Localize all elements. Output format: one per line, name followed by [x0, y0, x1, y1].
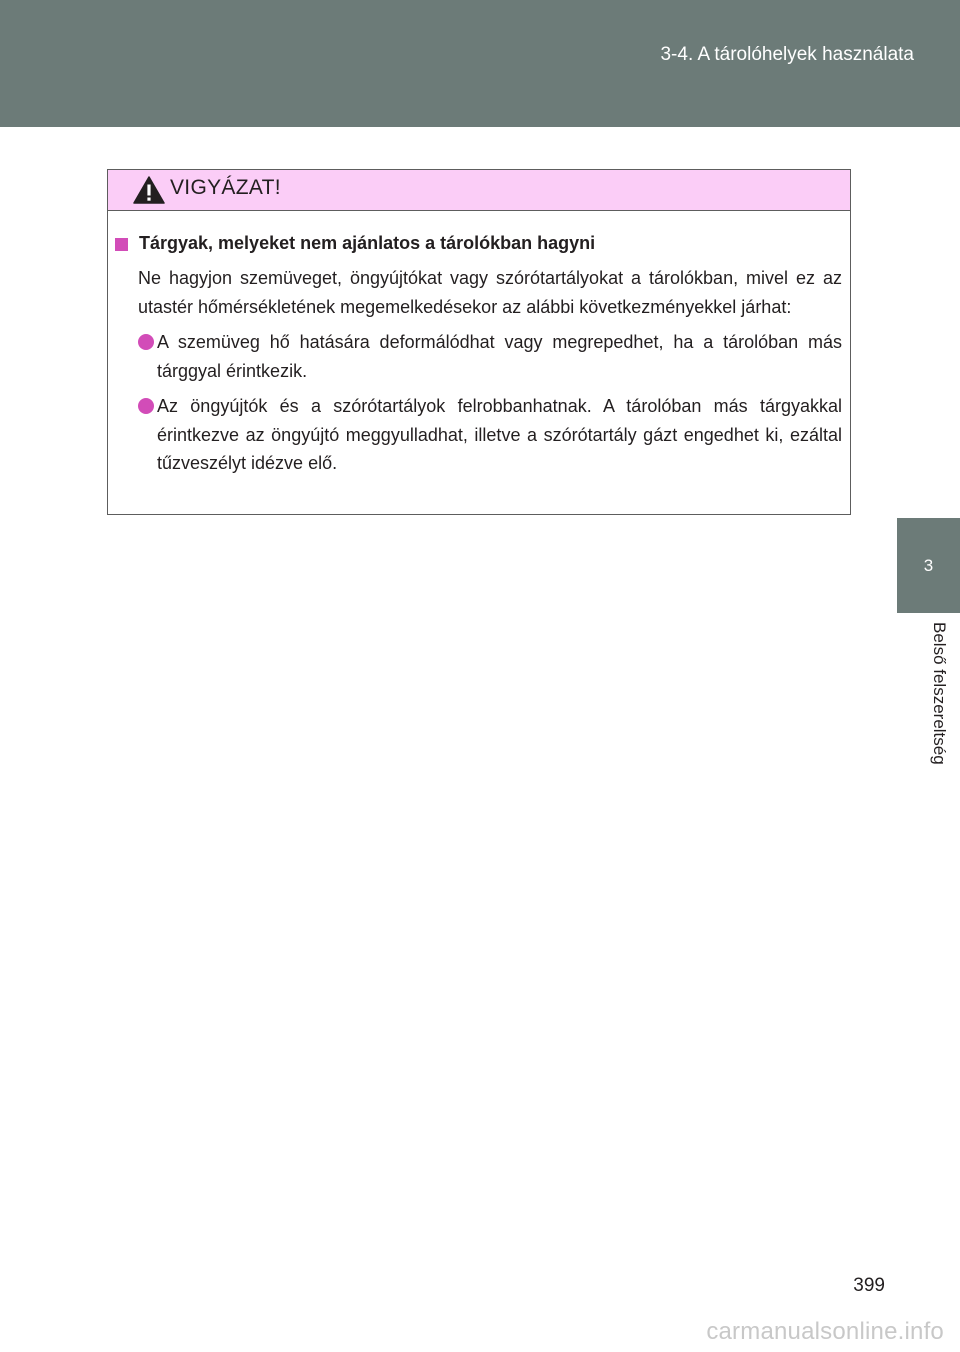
section-title: 3-4. A tárolóhelyek használata — [660, 44, 914, 65]
warning-subheading-text: Tárgyak, melyeket nem ajánlatos a tárolókban hagyni — [139, 233, 596, 253]
chapter-number: 3 — [923, 556, 934, 575]
watermark: carmanualsonline.info — [706, 1318, 944, 1345]
warning-header — [108, 170, 850, 211]
header-band — [0, 0, 960, 127]
warning-subheading — [108, 230, 850, 257]
circle-bullet-icon — [138, 334, 154, 350]
chapter-tab — [897, 518, 960, 613]
warning-title: VIGYÁZAT! — [170, 176, 281, 199]
circle-bullet-icon — [138, 398, 154, 414]
list-item-text: Az öngyújtók és a szórótartályok felrobbanhatnak. A tárolóban más tárgyakkal érintkezve az öngyújtó meggyulladhat, illetve a szórótartály gázt engedhet ki, ezáltal tűzveszélyt idézve elő. — [157, 396, 842, 473]
list-item-text: A szemüveg hő hatására deformálódhat vagy megrepedhet, ha a tárolóban más tárggyal érintkezik. — [157, 332, 842, 381]
warning-triangle-icon — [133, 176, 165, 204]
page-number: 399 — [853, 1275, 885, 1296]
warning-body — [108, 211, 850, 478]
list-item — [157, 328, 842, 385]
list-item — [157, 392, 842, 478]
chapter-label: Belső felszereltség — [930, 622, 949, 765]
warning-box — [107, 169, 851, 515]
warning-intro: Ne hagyjon szemüveget, öngyújtókat vagy szórótartályokat a tárolókban, mivel ez az utastér hőmérsékletének megemelkedésekor az alábbi következményekkel járhat: — [138, 268, 842, 317]
square-bullet-icon — [115, 238, 128, 251]
